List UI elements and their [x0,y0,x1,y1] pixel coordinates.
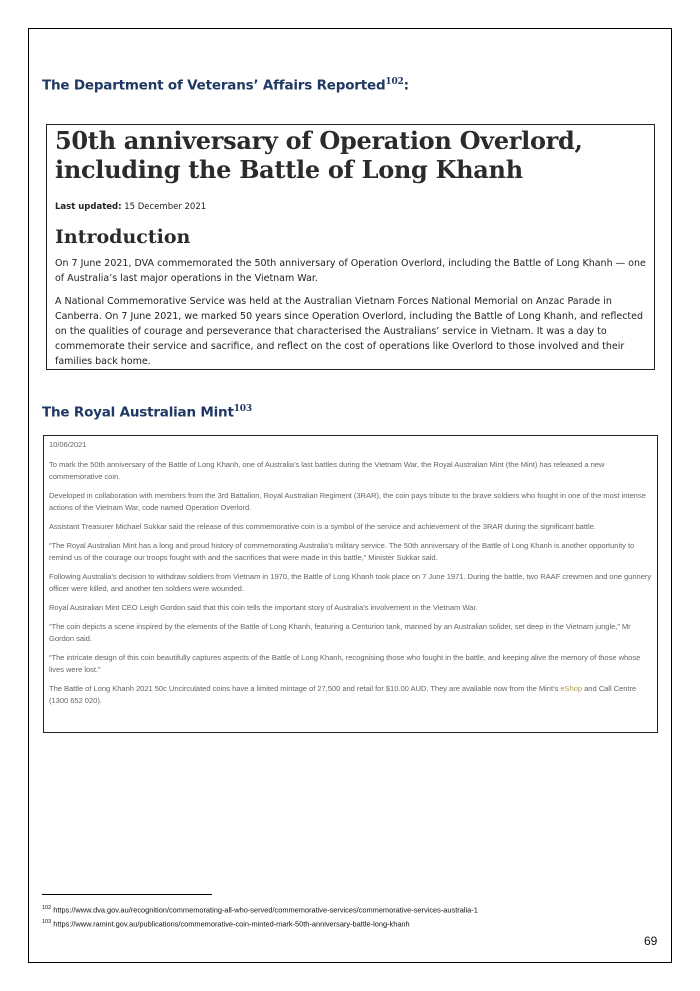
footnote-ref-102[interactable]: 102 [385,77,404,87]
mint-date: 10/06/2021 [49,440,87,449]
dva-excerpt-box [46,124,655,370]
mint-heading [42,404,252,421]
mint-paragraph: Assistant Treasurer Michael Sukkar said the release of this commemorative coin is a symbol of the service and achievement of the 3RAR during the significant battle. [49,522,596,531]
dva-last-updated [55,202,646,212]
dva-intro-heading: Introduction [55,226,191,248]
dva-last-updated-label: Last updated: [55,202,122,212]
dva-heading [42,77,409,94]
footnote-url[interactable]: https://www.ramint.gov.au/publications/commemorative-coin-minted-mark-50th-anniversary-battle-long-khanh [53,919,410,929]
dva-heading-suffix: : [403,77,409,94]
footnote-num: 102 [42,905,52,911]
mint-paragraph: Royal Australian Mint CEO Leigh Gordon said that this coin tells the important story of Australia’s involvement in the Vietnam War. [49,603,478,612]
dva-paragraph: On 7 June 2021, DVA commemorated the 50th anniversary of Operation Overlord, including the Battle of Long Khanh — one of Australia’s last major operations in the Vietnam War. [55,258,646,284]
mint-paragraph: Developed in collaboration with members from the 3rd Battalion, Royal Australian Regiment (3RAR), the coin pays tribute to the brave soldiers who fought in one of the most intense actions of the Vietnam War, code named Operation Overlord. [49,491,646,512]
mint-last-before: The Battle of Long Khanh 2021 50c Uncirculated coins have a limited mintage of 27,500 and retail for $10.00 AUD. They are available now from the Mint’s [49,684,561,693]
footnote-num: 103 [42,919,52,925]
footnote-102 [42,905,478,914]
footnote-rule [42,894,212,895]
mint-paragraph: “The coin depicts a scene inspired by the elements of the Battle of Long Khanh, featuring a Centurion tank, manned by an Australian solider, set deep in the Vietnam jungle,” Mr Gordon said. [49,622,631,643]
mint-paragraph: “The intricate design of this coin beautifully captures aspects of the Battle of Long Khanh, recognising those who fought in the battle, and keeping alive the memory of those whose lives were lost.” [49,653,641,674]
mint-heading-text: The Royal Australian Mint [42,404,234,421]
dva-article-title: 50th anniversary of Operation Overlord, including the Battle of Long Khanh [55,126,583,184]
dva-last-updated-value: 15 December 2021 [124,202,207,212]
dva-heading-text: The Department of Veterans’ Affairs Reported [42,77,386,94]
footnote-ref-103[interactable]: 103 [233,404,252,414]
mint-last-after: and Call Centre (1300 652 020). [49,684,637,705]
footnote-url[interactable]: https://www.dva.gov.au/recognition/commemorating-all-who-served/commemorative-services/commemorative-services-australia-1 [53,905,478,915]
eshop-link[interactable]: eShop [560,684,583,693]
dva-paragraph: A National Commemorative Service was held at the Australian Vietnam Forces National Memorial on Anzac Parade in Canberra. On 7 June 2021, we marked 50 years since Operation Overlord, including the Battle of Long Khanh, and reflected on the qualities of courage and perseverance that characterised the Australians’ service in Vietnam. It was a day to commemorate their service and sacrifice, and reflect on the cost of operations like Overlord to those involved and their families back home. [55,296,644,367]
footnote-103 [42,919,410,928]
mint-paragraph: Following Australia’s decision to withdraw soldiers from Vietnam in 1970, the Battle of Long Khanh took place on 7 June 1971. During the battle, two RAAF crewmen and one gunnery officer were killed, and another ten soldiers were wounded. [49,572,652,593]
mint-paragraph-last [49,683,652,707]
page-number: 69 [644,934,658,948]
mint-paragraph: To mark the 50th anniversary of the Battle of Long Khanh, one of Australia’s last battles during the Vietnam War, the Royal Australian Mint (the Mint) has released a new commemorative coin. [49,460,605,481]
mint-excerpt-box [43,435,658,733]
mint-paragraph: “The Royal Australian Mint has a long and proud history of commemorating Australia’s military service. The 50th anniversary of the Battle of Long Khanh is another opportunity to remind us of the courage our troops fought with and the sacrifices that were made in this battle,” Minister Sukkar said. [49,541,635,562]
